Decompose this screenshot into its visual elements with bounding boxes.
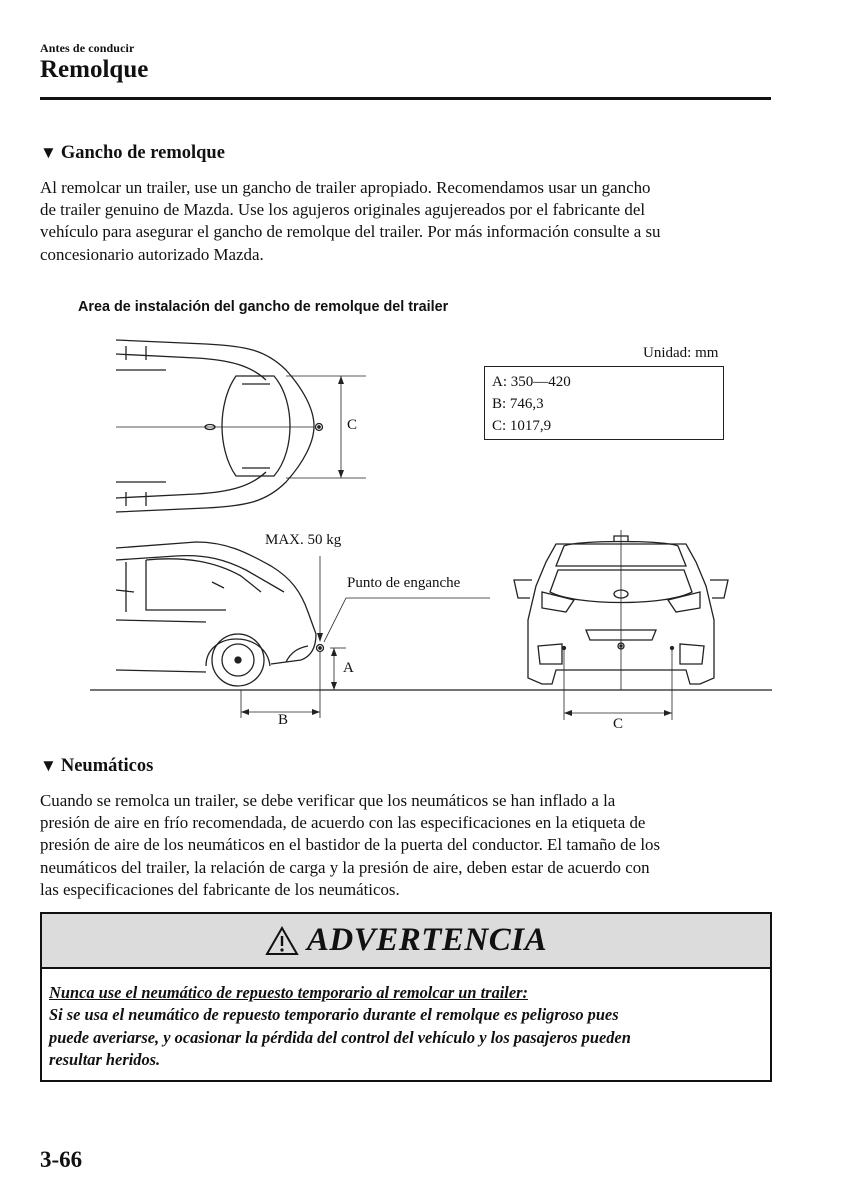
spec-c: C: 1017,9 — [492, 418, 552, 434]
paragraph-line: presión de aire en frío recomendada, de acuerdo con las especificaciones en la etiqueta de — [40, 813, 646, 833]
dimension-a-label: A — [343, 660, 354, 676]
warning-triangle-icon — [265, 926, 299, 956]
tires-heading-text: Neumáticos — [60, 756, 154, 776]
paragraph-line: Cuando se remolca un trailer, se debe verificar que los neumáticos se han inflado a la — [40, 791, 616, 810]
side-view-car — [116, 542, 316, 686]
hitch-section-heading — [40, 143, 225, 164]
page-number: 3-66 — [40, 1147, 83, 1172]
spec-table — [484, 366, 724, 440]
paragraph-line: presión de aire de los neumáticos en el bastidor de la puerta del conductor. El tamaño de los — [40, 835, 661, 855]
paragraph-line: vehículo para asegurar el gancho de remolque del trailer. Por más información consulte a su — [40, 222, 661, 242]
hitch-installation-figure — [86, 330, 776, 740]
top-view-car — [116, 340, 323, 512]
warning-line: puede averiarse, y ocasionar la pérdida del control del vehículo y los pasajeros pueden — [49, 1027, 631, 1047]
warning-line: resultar heridos. — [49, 1050, 161, 1070]
header-divider — [40, 97, 771, 100]
dimension-b-label: B — [278, 712, 289, 728]
spec-b: B: 746,3 — [492, 396, 544, 412]
paragraph-line: neumáticos del trailer, la relación de carga y la presión de aire, deben estar de acuerdo con — [40, 857, 650, 877]
paragraph-line: concesionario autorizado Mazda. — [40, 244, 264, 264]
max-load-label: MAX. 50 kg — [265, 532, 342, 548]
warning-line: Si se usa el neumático de repuesto temporario durante el remolque es peligroso pues — [49, 1005, 619, 1025]
tires-section-heading — [40, 756, 153, 777]
page-title: Remolque — [40, 56, 149, 83]
paragraph-line: Al remolcar un trailer, use un gancho de trailer apropiado. Recomendamos usar un gancho — [40, 178, 651, 197]
dimension-c-rear-label: C — [613, 716, 624, 732]
warning-title: ADVERTENCIA — [306, 922, 548, 958]
warning-box — [40, 912, 772, 1082]
figure-caption: Area de instalación del gancho de remolque del trailer — [78, 299, 449, 315]
section-triangle-icon: ▼ — [40, 756, 57, 775]
paragraph-line: las especificaciones del fabricante de los neumáticos. — [40, 879, 400, 899]
warning-lead: Nunca use el neumático de repuesto temporario al remolcar un trailer: — [49, 983, 528, 1002]
unit-label: Unidad: mm — [643, 345, 719, 361]
section-triangle-icon: ▼ — [40, 143, 57, 162]
warning-header — [42, 914, 770, 969]
hitch-point-label: Punto de enganche — [347, 575, 461, 591]
paragraph-line: de trailer genuino de Mazda. Use los agujeros originales agujereados por el fabricante del — [40, 200, 646, 220]
tires-paragraph — [40, 790, 778, 901]
spec-a: A: 350—420 — [492, 374, 571, 390]
hitch-heading-text: Gancho de remolque — [60, 143, 225, 163]
chapter-label: Antes de conducir — [40, 41, 135, 55]
hitch-paragraph — [40, 177, 778, 266]
warning-body — [42, 969, 770, 1072]
dimension-c-top-label: C — [347, 417, 358, 433]
